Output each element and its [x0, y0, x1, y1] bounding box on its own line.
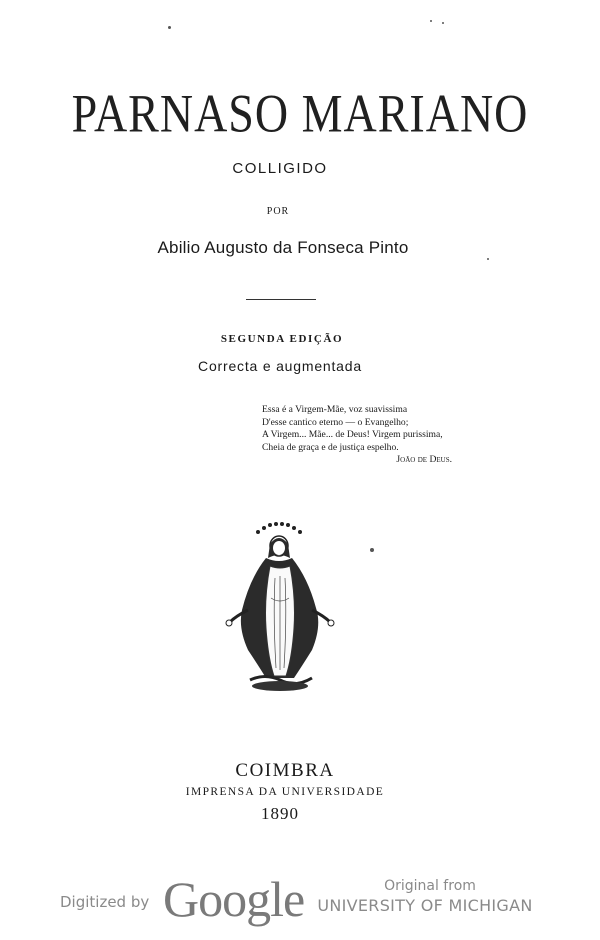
virgin-mary-emblem: [220, 518, 340, 698]
edition-subtitle: Correcta e augmentada: [198, 358, 362, 374]
by-label: POR: [266, 206, 290, 217]
watermark-original-from: Original from: [384, 878, 476, 894]
epigraph-line: D'esse cantico eterno — o Evangelho;: [262, 416, 409, 428]
watermark-institution: UNIVERSITY OF MICHIGAN: [317, 896, 533, 915]
print-speck: [430, 20, 432, 22]
book-title: PARNASO MARIANO: [71, 83, 529, 144]
epigraph: [262, 404, 462, 467]
print-speck: [487, 258, 489, 260]
print-speck: [442, 22, 444, 24]
edition-label: SEGUNDA EDIÇÃO: [220, 333, 344, 345]
watermark-source: [300, 878, 550, 915]
author-name: Abilio Augusto da Fonseca Pinto: [157, 238, 409, 257]
google-logo: Google: [163, 871, 305, 927]
watermark-digitized: Digitized by: [60, 893, 150, 911]
collected-label: COLLIGIDO: [232, 160, 328, 177]
epigraph-attribution: João de Deus.: [396, 454, 452, 466]
imprint-year: 1890: [261, 804, 299, 823]
epigraph-line: Cheia de graça e de justiça espelho.: [262, 441, 399, 453]
divider-rule: [246, 299, 316, 300]
print-speck: [168, 26, 171, 29]
imprint-press: IMPRENSA DA UNIVERSIDADE: [185, 786, 385, 798]
epigraph-line: A Virgem... Mãe... de Deus! Virgem purissima,: [262, 429, 443, 441]
imprint-city: COIMBRA: [235, 760, 335, 781]
epigraph-line: Essa é a Virgem-Mãe, voz suavissima: [262, 404, 408, 415]
print-speck: [370, 548, 374, 552]
